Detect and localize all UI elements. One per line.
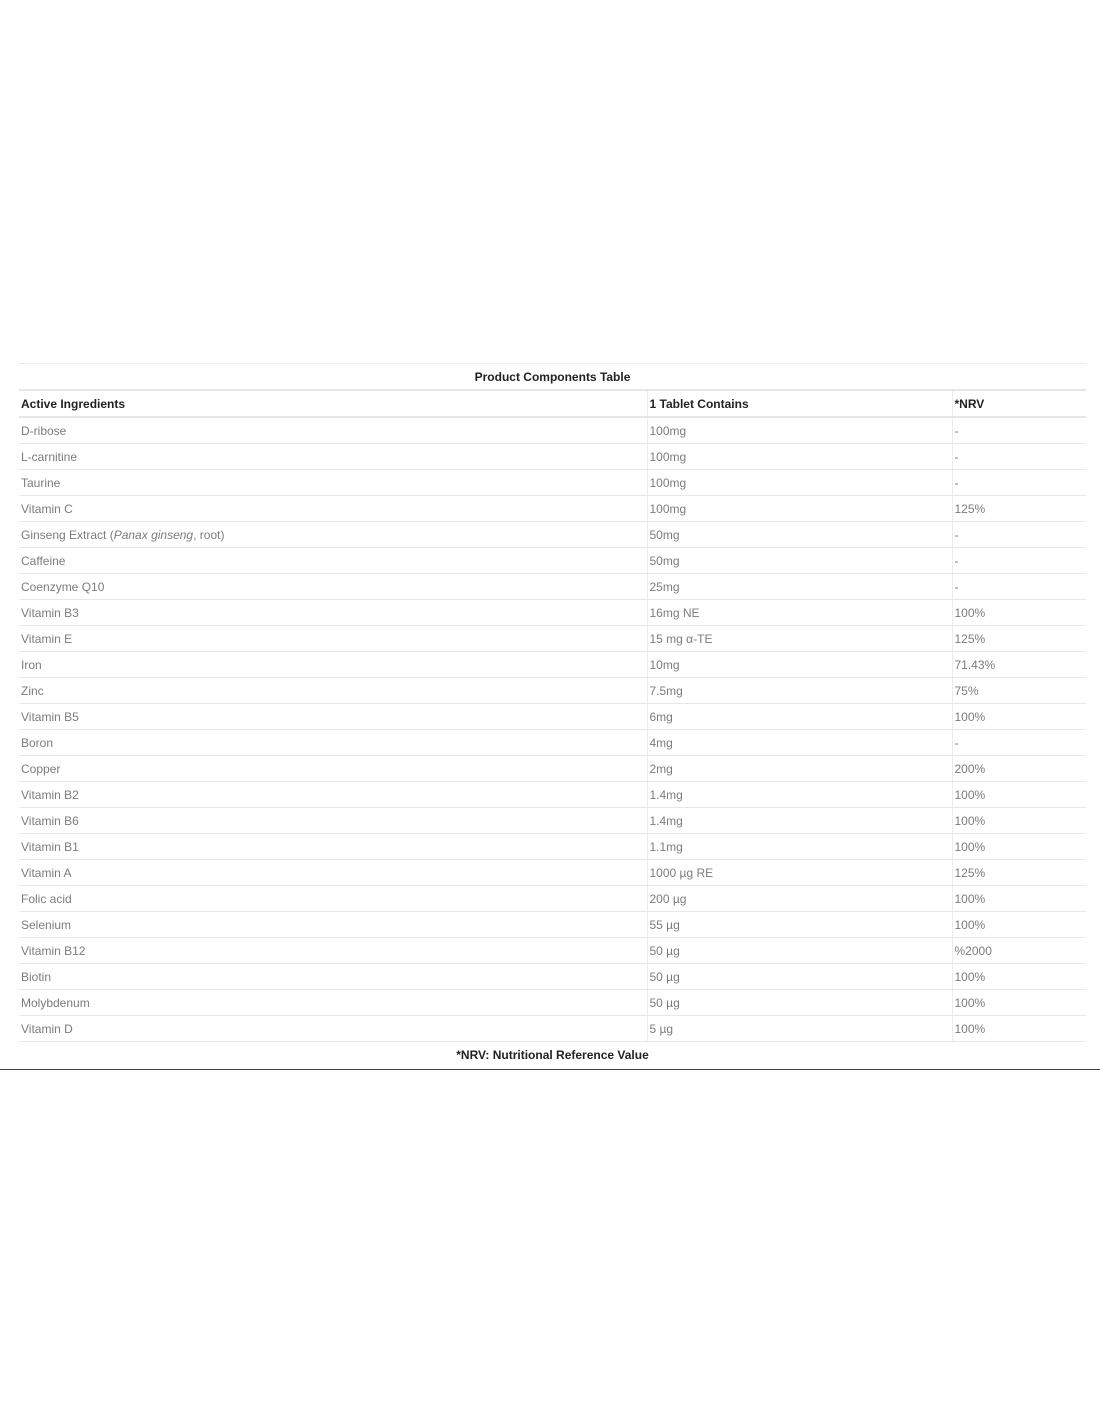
nrv-cell: 200% — [952, 756, 1086, 782]
ingredient-cell: Vitamin B2 — [19, 782, 647, 808]
ingredient-cell: Vitamin B1 — [19, 834, 647, 860]
nrv-footnote: *NRV: Nutritional Reference Value — [19, 1042, 1086, 1068]
amount-cell: 100mg — [647, 470, 952, 496]
table-footnote-row — [19, 1042, 1086, 1068]
table-row — [19, 886, 1086, 912]
nrv-cell: 100% — [952, 990, 1086, 1016]
table-row — [19, 782, 1086, 808]
amount-cell: 25mg — [647, 574, 952, 600]
nrv-cell: 100% — [952, 600, 1086, 626]
amount-cell: 50 µg — [647, 964, 952, 990]
amount-cell: 1000 µg RE — [647, 860, 952, 886]
table-row — [19, 834, 1086, 860]
table-row — [19, 574, 1086, 600]
table-row — [19, 626, 1086, 652]
table-row — [19, 860, 1086, 886]
table-row — [19, 470, 1086, 496]
amount-cell: 50mg — [647, 548, 952, 574]
nrv-cell: 75% — [952, 678, 1086, 704]
table-row — [19, 730, 1086, 756]
ingredient-cell: Molybdenum — [19, 990, 647, 1016]
ingredient-cell: Vitamin B6 — [19, 808, 647, 834]
ingredient-cell — [19, 522, 647, 548]
ingredient-cell: Biotin — [19, 964, 647, 990]
table-header-row — [19, 390, 1086, 417]
amount-cell: 50mg — [647, 522, 952, 548]
nrv-cell: - — [952, 522, 1086, 548]
header-tablet-contains: 1 Tablet Contains — [647, 390, 952, 417]
ingredient-cell: Iron — [19, 652, 647, 678]
ingredient-cell: D-ribose — [19, 417, 647, 444]
ingredient-latin-name: Panax ginseng — [113, 527, 194, 542]
ingredient-text-suffix: , root) — [193, 527, 225, 542]
amount-cell: 100mg — [647, 496, 952, 522]
table-row — [19, 912, 1086, 938]
amount-cell: 16mg NE — [647, 600, 952, 626]
header-nrv: *NRV — [952, 390, 1086, 417]
table-row — [19, 548, 1086, 574]
nrv-cell: 100% — [952, 782, 1086, 808]
ingredient-cell: L-carnitine — [19, 444, 647, 470]
amount-cell: 10mg — [647, 652, 952, 678]
nrv-cell: - — [952, 730, 1086, 756]
table-row — [19, 444, 1086, 470]
nrv-cell: 100% — [952, 704, 1086, 730]
nrv-cell: - — [952, 548, 1086, 574]
ingredient-cell: Vitamin B12 — [19, 938, 647, 964]
nrv-cell: 100% — [952, 1016, 1086, 1042]
amount-cell: 15 mg α-TE — [647, 626, 952, 652]
amount-cell: 4mg — [647, 730, 952, 756]
ingredient-cell: Zinc — [19, 678, 647, 704]
amount-cell: 5 µg — [647, 1016, 952, 1042]
nrv-cell: 100% — [952, 834, 1086, 860]
ingredient-cell: Folic acid — [19, 886, 647, 912]
table-row — [19, 1016, 1086, 1042]
amount-cell: 6mg — [647, 704, 952, 730]
ingredient-cell: Vitamin E — [19, 626, 647, 652]
amount-cell: 1.1mg — [647, 834, 952, 860]
ingredient-cell: Selenium — [19, 912, 647, 938]
nrv-cell: - — [952, 470, 1086, 496]
nrv-cell: 100% — [952, 912, 1086, 938]
ingredient-cell: Vitamin D — [19, 1016, 647, 1042]
page-divider-line — [0, 1069, 1100, 1070]
table-row — [19, 704, 1086, 730]
table-body — [19, 364, 1086, 1068]
nrv-cell: %2000 — [952, 938, 1086, 964]
table-row — [19, 808, 1086, 834]
nrv-cell: - — [952, 417, 1086, 444]
nrv-cell: 125% — [952, 860, 1086, 886]
nrv-cell: - — [952, 574, 1086, 600]
table-caption-row — [19, 364, 1086, 391]
table-caption: Product Components Table — [19, 364, 1086, 391]
nrv-cell: 100% — [952, 886, 1086, 912]
amount-cell: 50 µg — [647, 938, 952, 964]
ingredient-cell: Caffeine — [19, 548, 647, 574]
ingredient-cell: Boron — [19, 730, 647, 756]
ingredient-cell: Coenzyme Q10 — [19, 574, 647, 600]
nrv-cell: 100% — [952, 964, 1086, 990]
table-row — [19, 600, 1086, 626]
product-components-table — [19, 363, 1086, 1067]
table-row — [19, 522, 1086, 548]
nrv-cell: 125% — [952, 496, 1086, 522]
product-components-table-container — [19, 363, 1086, 1067]
ingredient-cell: Taurine — [19, 470, 647, 496]
table-row — [19, 496, 1086, 522]
nrv-cell: 71.43% — [952, 652, 1086, 678]
table-row — [19, 678, 1086, 704]
header-active-ingredients: Active Ingredients — [19, 390, 647, 417]
ingredient-cell: Copper — [19, 756, 647, 782]
amount-cell: 7.5mg — [647, 678, 952, 704]
nrv-cell: 125% — [952, 626, 1086, 652]
nrv-cell: 100% — [952, 808, 1086, 834]
table-row — [19, 938, 1086, 964]
ingredient-cell: Vitamin A — [19, 860, 647, 886]
ingredient-cell: Vitamin C — [19, 496, 647, 522]
table-row — [19, 756, 1086, 782]
amount-cell: 2mg — [647, 756, 952, 782]
amount-cell: 100mg — [647, 417, 952, 444]
table-row — [19, 652, 1086, 678]
amount-cell: 100mg — [647, 444, 952, 470]
amount-cell: 55 µg — [647, 912, 952, 938]
amount-cell: 1.4mg — [647, 782, 952, 808]
amount-cell: 1.4mg — [647, 808, 952, 834]
ingredient-cell: Vitamin B3 — [19, 600, 647, 626]
ingredient-text: Ginseng Extract ( — [21, 527, 114, 542]
nrv-cell: - — [952, 444, 1086, 470]
amount-cell: 200 µg — [647, 886, 952, 912]
table-row — [19, 964, 1086, 990]
amount-cell: 50 µg — [647, 990, 952, 1016]
ingredient-cell: Vitamin B5 — [19, 704, 647, 730]
table-row — [19, 990, 1086, 1016]
table-row — [19, 417, 1086, 444]
